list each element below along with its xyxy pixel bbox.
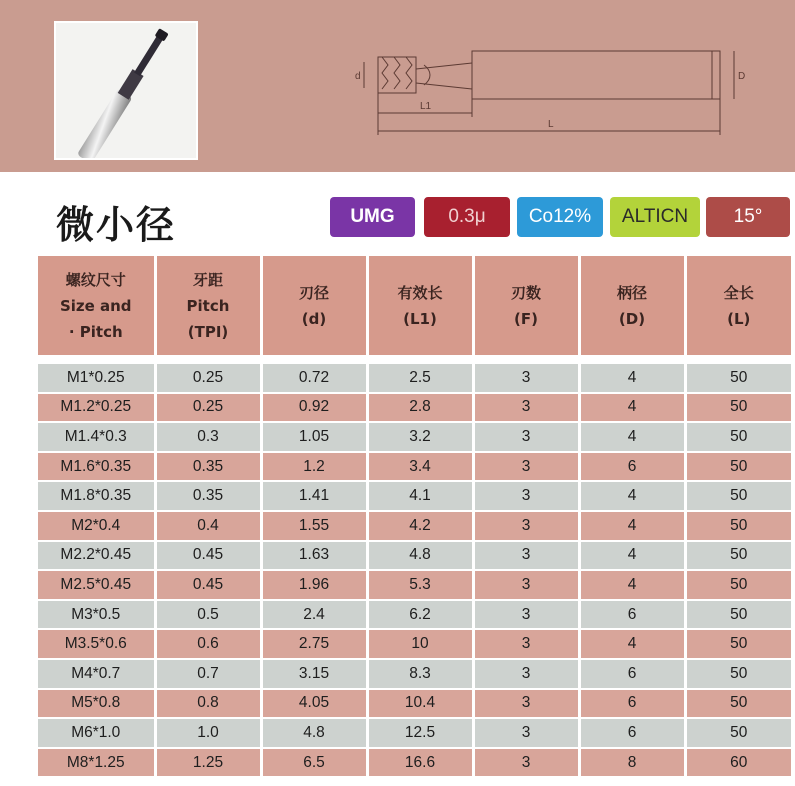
table-row	[38, 600, 791, 630]
cell-cutting-diameter: 2.4	[261, 600, 367, 630]
cell-shank-diameter: 8	[579, 748, 685, 778]
cell-overall-length: 50	[685, 422, 791, 452]
table-row	[38, 629, 791, 659]
cell-size-pitch: M2.2*0.45	[38, 541, 155, 571]
cell-cutting-diameter: 1.41	[261, 481, 367, 511]
cell-size-pitch: M3.5*0.6	[38, 629, 155, 659]
cell-pitch-tpi: 1.0	[155, 718, 261, 748]
cell-cutting-diameter: 4.8	[261, 718, 367, 748]
header-text: (D)	[618, 309, 646, 328]
cell-effective-length: 3.2	[367, 422, 473, 452]
table-row	[38, 422, 791, 452]
cell-shank-diameter: 4	[579, 363, 685, 393]
cell-overall-length: 50	[685, 511, 791, 541]
cell-pitch-tpi: 0.8	[155, 689, 261, 719]
cell-flutes: 3	[473, 600, 579, 630]
table-row	[38, 659, 791, 689]
cell-flutes: 3	[473, 541, 579, 571]
cell-flutes: 3	[473, 570, 579, 600]
cell-shank-diameter: 4	[579, 541, 685, 571]
cell-cutting-diameter: 1.05	[261, 422, 367, 452]
header-text: (F)	[514, 309, 538, 328]
header-text: 螺纹尺寸	[65, 270, 126, 289]
table-row	[38, 570, 791, 600]
technical-drawing	[344, 35, 764, 145]
cell-cutting-diameter: 1.55	[261, 511, 367, 541]
table-row	[38, 511, 791, 541]
cell-flutes: 3	[473, 748, 579, 778]
cell-shank-diameter: 6	[579, 689, 685, 719]
badge-edge-radius: 0.3μ	[424, 197, 510, 237]
cell-cutting-diameter: 3.15	[261, 659, 367, 689]
cell-pitch-tpi: 0.45	[155, 541, 261, 571]
header-flutes	[473, 256, 579, 355]
table-row	[38, 541, 791, 571]
svg-text:L1: L1	[420, 101, 432, 112]
header-text: 有效长	[397, 283, 443, 302]
cell-shank-diameter: 4	[579, 570, 685, 600]
svg-text:d: d	[355, 71, 361, 82]
cell-size-pitch: M2*0.4	[38, 511, 155, 541]
cell-effective-length: 5.3	[367, 570, 473, 600]
header-text: 柄径	[616, 283, 647, 302]
cell-flutes: 3	[473, 689, 579, 719]
cell-overall-length: 50	[685, 393, 791, 423]
cell-overall-length: 50	[685, 659, 791, 689]
table-spacer	[38, 355, 791, 363]
cell-flutes: 3	[473, 718, 579, 748]
spacer-cell	[38, 355, 791, 363]
cell-pitch-tpi: 0.45	[155, 570, 261, 600]
cell-flutes: 3	[473, 393, 579, 423]
cell-cutting-diameter: 0.72	[261, 363, 367, 393]
cell-effective-length: 3.4	[367, 452, 473, 482]
cell-shank-diameter: 4	[579, 511, 685, 541]
header-shank-diameter	[579, 256, 685, 355]
cell-shank-diameter: 4	[579, 422, 685, 452]
cell-size-pitch: M6*1.0	[38, 718, 155, 748]
table-row	[38, 748, 791, 778]
section-title: 微小径	[56, 203, 177, 247]
cell-effective-length: 2.5	[367, 363, 473, 393]
header-text: 全长	[723, 283, 754, 302]
cell-cutting-diameter: 1.63	[261, 541, 367, 571]
cell-size-pitch: M5*0.8	[38, 689, 155, 719]
header-text: (d)	[301, 309, 327, 328]
cell-overall-length: 50	[685, 689, 791, 719]
cell-size-pitch: M4*0.7	[38, 659, 155, 689]
cell-overall-length: 50	[685, 481, 791, 511]
table-header-row	[38, 256, 791, 355]
cell-effective-length: 2.8	[367, 393, 473, 423]
cell-cutting-diameter: 1.2	[261, 452, 367, 482]
cell-effective-length: 8.3	[367, 659, 473, 689]
badge-cobalt: Co12%	[517, 197, 603, 237]
header-text: (L)	[727, 309, 751, 328]
cell-flutes: 3	[473, 481, 579, 511]
cell-shank-diameter: 6	[579, 452, 685, 482]
cell-overall-length: 60	[685, 748, 791, 778]
cell-shank-diameter: 4	[579, 393, 685, 423]
cell-effective-length: 4.1	[367, 481, 473, 511]
header-text: Size and	[59, 296, 132, 315]
cell-shank-diameter: 6	[579, 600, 685, 630]
cell-effective-length: 4.2	[367, 511, 473, 541]
table-row	[38, 718, 791, 748]
header-effective-length	[367, 256, 473, 355]
cell-cutting-diameter: 0.92	[261, 393, 367, 423]
svg-text:D: D	[738, 71, 746, 82]
cell-flutes: 3	[473, 659, 579, 689]
cell-pitch-tpi: 0.7	[155, 659, 261, 689]
cell-overall-length: 50	[685, 718, 791, 748]
cell-cutting-diameter: 2.75	[261, 629, 367, 659]
cell-cutting-diameter: 6.5	[261, 748, 367, 778]
cell-pitch-tpi: 0.35	[155, 481, 261, 511]
cell-overall-length: 50	[685, 541, 791, 571]
cell-cutting-diameter: 1.96	[261, 570, 367, 600]
cell-pitch-tpi: 0.5	[155, 600, 261, 630]
cell-overall-length: 50	[685, 363, 791, 393]
product-banner	[0, 0, 795, 172]
cell-effective-length: 16.6	[367, 748, 473, 778]
cell-pitch-tpi: 0.25	[155, 393, 261, 423]
table-row	[38, 452, 791, 482]
cell-flutes: 3	[473, 511, 579, 541]
svg-text:L: L	[548, 119, 554, 130]
cell-pitch-tpi: 0.6	[155, 629, 261, 659]
tool-photo	[54, 21, 198, 160]
cell-flutes: 3	[473, 452, 579, 482]
header-text: 刃径	[298, 283, 329, 302]
cell-cutting-diameter: 4.05	[261, 689, 367, 719]
cell-size-pitch: M1.6*0.35	[38, 452, 155, 482]
header-text: (TPI)	[187, 322, 229, 341]
header-text: · Pitch	[68, 322, 123, 341]
spec-table	[38, 256, 791, 778]
cell-effective-length: 6.2	[367, 600, 473, 630]
cell-effective-length: 4.8	[367, 541, 473, 571]
cell-flutes: 3	[473, 629, 579, 659]
header-size-pitch	[38, 256, 155, 355]
table-row	[38, 689, 791, 719]
table-row	[38, 363, 791, 393]
cell-overall-length: 50	[685, 452, 791, 482]
badge-umg: UMG	[330, 197, 415, 237]
cell-overall-length: 50	[685, 570, 791, 600]
header-cutting-diameter	[261, 256, 367, 355]
cell-size-pitch: M1.4*0.3	[38, 422, 155, 452]
cell-effective-length: 10.4	[367, 689, 473, 719]
cell-pitch-tpi: 0.25	[155, 363, 261, 393]
cell-overall-length: 50	[685, 600, 791, 630]
table-body	[38, 355, 791, 777]
badge-coating: ALTICN	[610, 197, 700, 237]
cell-pitch-tpi: 0.4	[155, 511, 261, 541]
cell-shank-diameter: 6	[579, 659, 685, 689]
cell-size-pitch: M1.2*0.25	[38, 393, 155, 423]
cell-size-pitch: M1.8*0.35	[38, 481, 155, 511]
cell-shank-diameter: 4	[579, 629, 685, 659]
header-pitch-tpi	[155, 256, 261, 355]
header-text: 牙距	[192, 270, 223, 289]
cell-flutes: 3	[473, 422, 579, 452]
cell-size-pitch: M2.5*0.45	[38, 570, 155, 600]
header-overall-length	[685, 256, 791, 355]
badge-helix-angle: 15°	[706, 197, 790, 237]
cell-shank-diameter: 6	[579, 718, 685, 748]
cell-pitch-tpi: 1.25	[155, 748, 261, 778]
table-row	[38, 393, 791, 423]
cell-effective-length: 12.5	[367, 718, 473, 748]
cell-pitch-tpi: 0.35	[155, 452, 261, 482]
cell-size-pitch: M8*1.25	[38, 748, 155, 778]
table-row	[38, 481, 791, 511]
cell-flutes: 3	[473, 363, 579, 393]
cell-shank-diameter: 4	[579, 481, 685, 511]
header-text: 刃数	[510, 283, 541, 302]
cell-size-pitch: M1*0.25	[38, 363, 155, 393]
cell-overall-length: 50	[685, 629, 791, 659]
header-text: (L1)	[403, 309, 437, 328]
header-text: Pitch	[186, 296, 230, 315]
cell-size-pitch: M3*0.5	[38, 600, 155, 630]
cell-pitch-tpi: 0.3	[155, 422, 261, 452]
cell-effective-length: 10	[367, 629, 473, 659]
